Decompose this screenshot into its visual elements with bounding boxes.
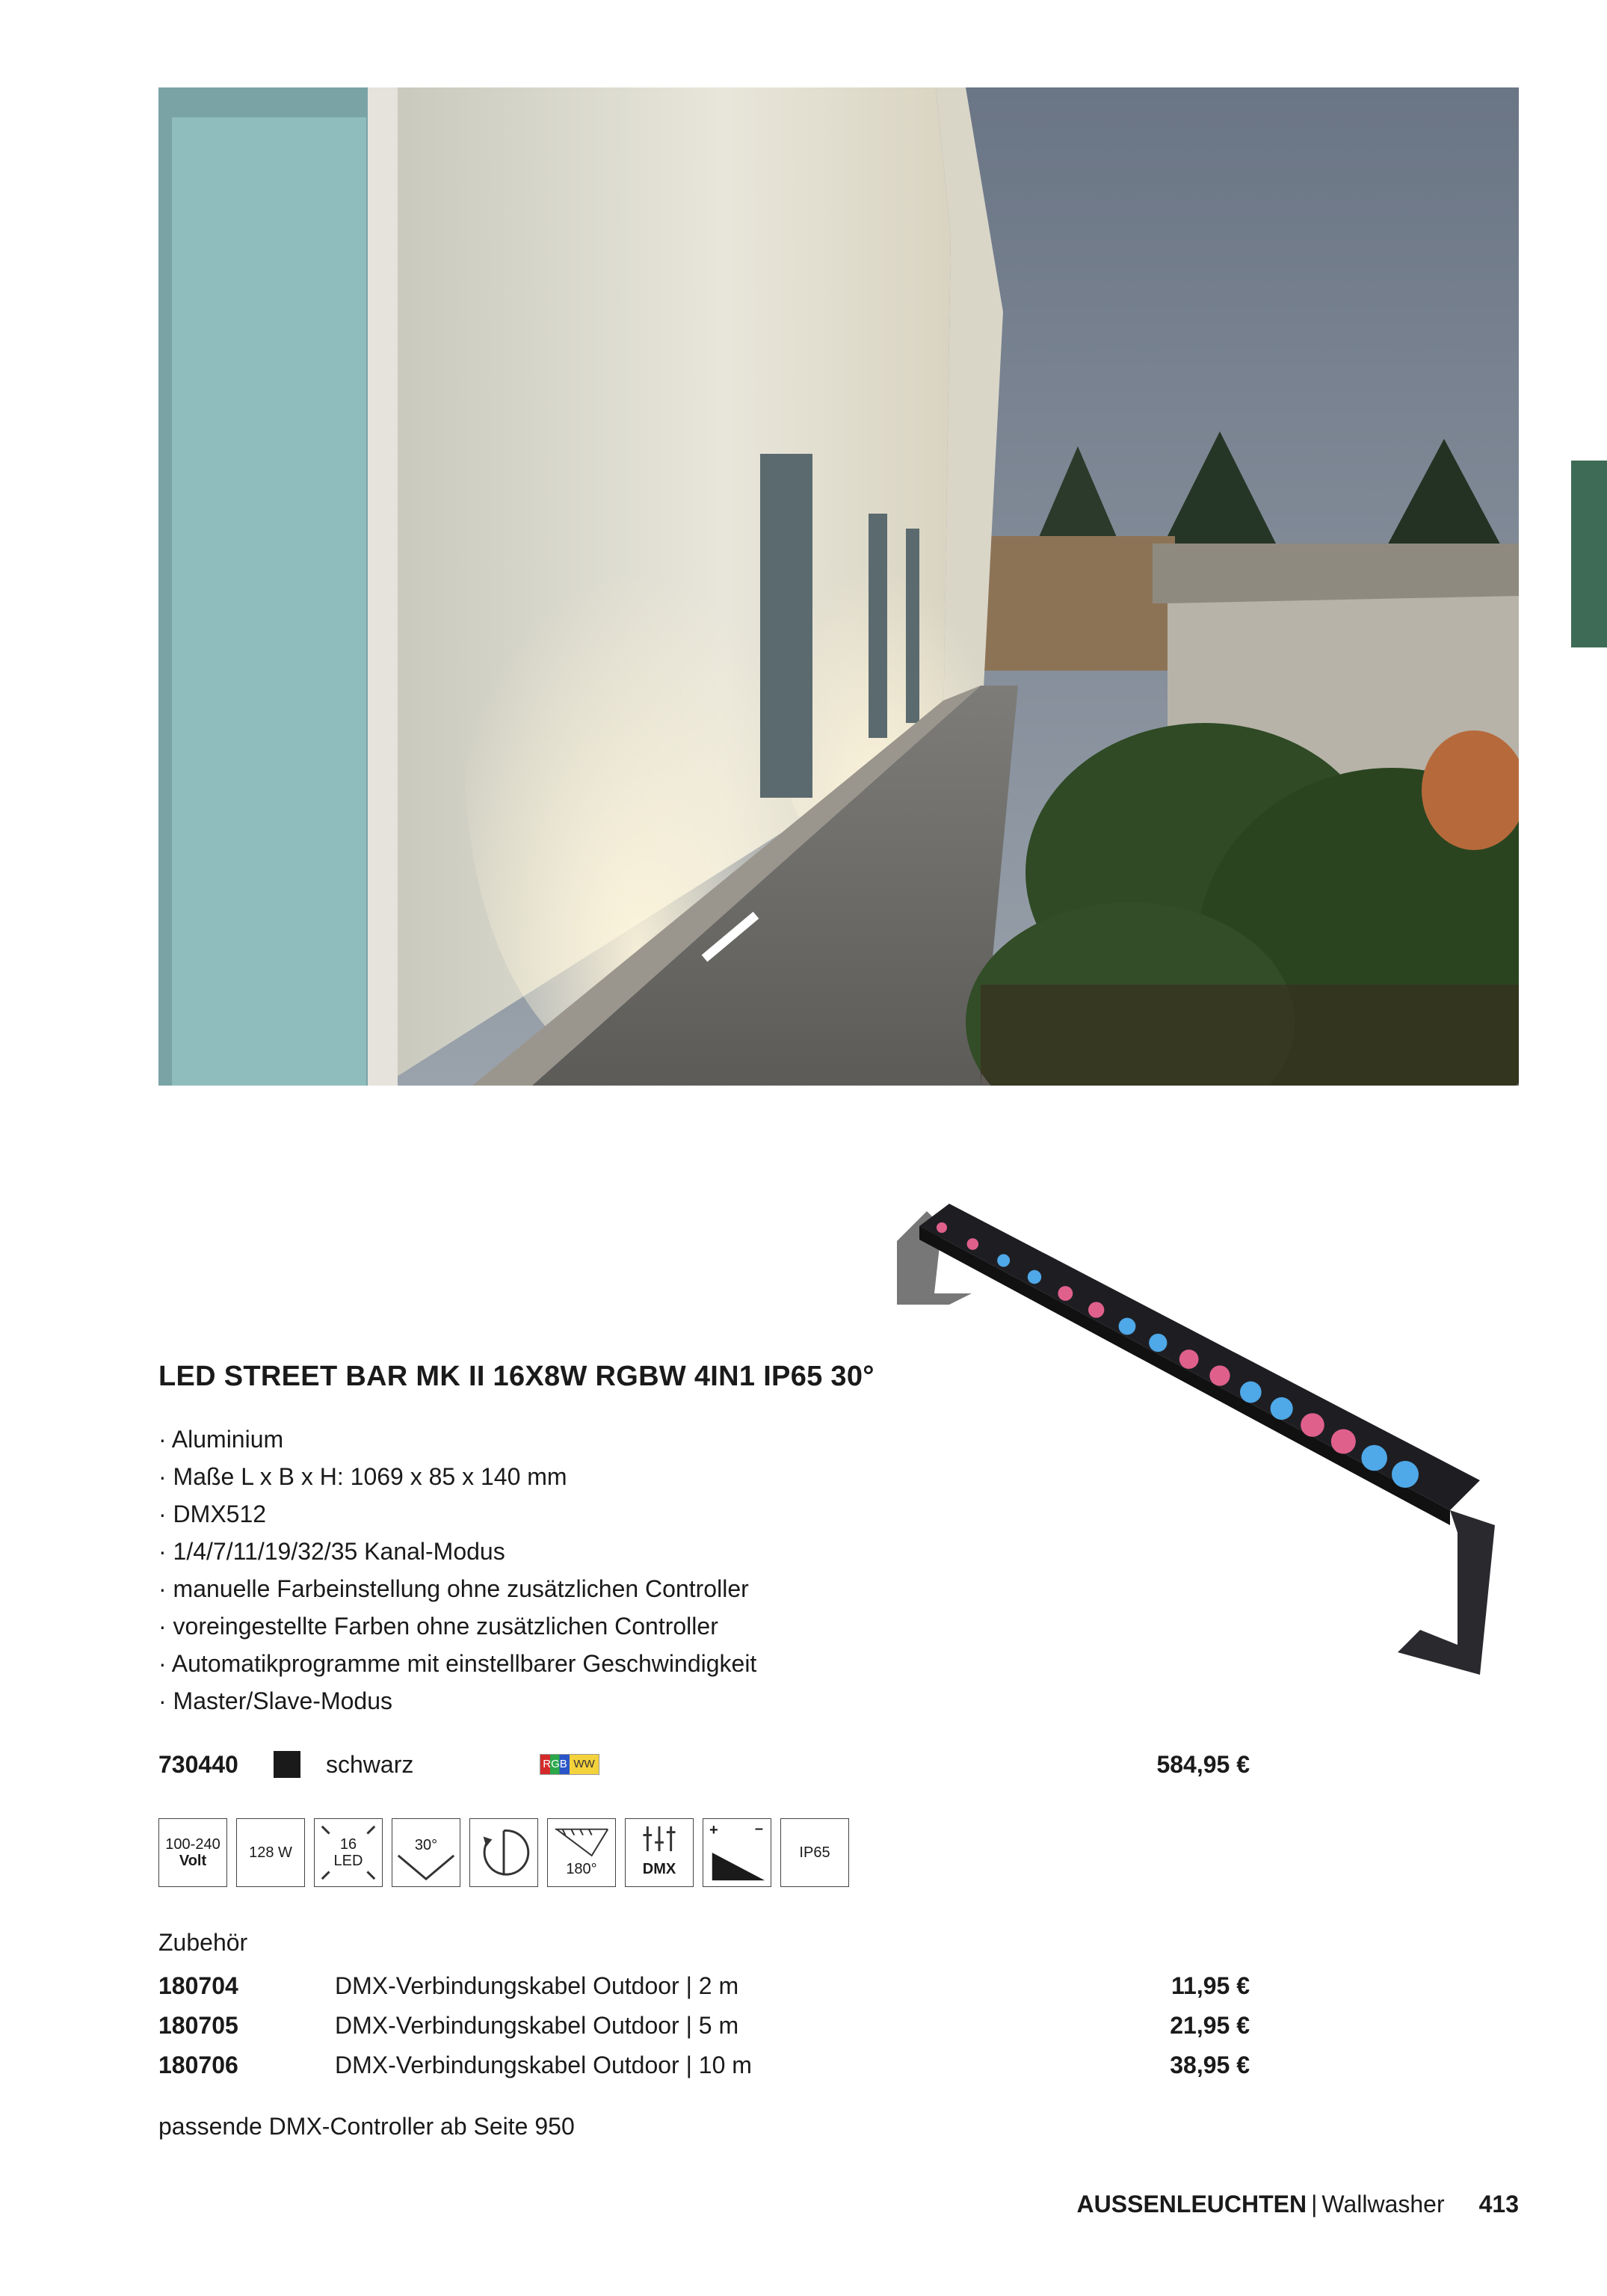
article-number: 730440 xyxy=(158,1751,238,1778)
accessory-number: 180704 xyxy=(158,1972,238,1999)
accessory-number: 180706 xyxy=(158,2052,238,2078)
page-footer xyxy=(1077,2191,1519,2218)
hero-photo xyxy=(158,87,1519,1086)
feature-item: · Automatikprogramme mit einstellbarer Geschwindigkeit xyxy=(158,1645,756,1682)
spec-icons xyxy=(158,1818,849,1887)
accessories-table xyxy=(158,1966,1250,2085)
article-price: 584,95 € xyxy=(1156,1751,1250,1778)
accessory-price: 21,95 € xyxy=(1170,2012,1250,2039)
feature-item: · 1/4/7/11/19/32/35 Kanal-Modus xyxy=(158,1533,756,1570)
page-number: 413 xyxy=(1478,2191,1519,2217)
accessory-price: 38,95 € xyxy=(1170,2052,1250,2078)
feature-list xyxy=(158,1421,756,1720)
led-lens xyxy=(1301,1413,1324,1437)
color-swatch xyxy=(274,1751,300,1778)
article-row xyxy=(158,1746,1250,1784)
ip-rating-icon xyxy=(780,1818,849,1887)
voltage-unit: Volt xyxy=(179,1853,207,1869)
rotatable-icon xyxy=(469,1818,538,1887)
swivel-angle-label: 180° xyxy=(566,1861,597,1877)
feature-item: · Aluminium xyxy=(158,1421,756,1458)
dmx-icon xyxy=(625,1818,694,1887)
accessories-title: Zubehör xyxy=(158,1929,248,1956)
rgbw-badge xyxy=(540,1754,599,1775)
product-title: LED STREET BAR MK II 16X8W RGBW 4IN1 IP65 30° xyxy=(158,1361,875,1392)
dimmable-icon xyxy=(703,1818,771,1887)
rgb-badge-label: RGB xyxy=(540,1755,570,1774)
feature-item: · Master/Slave-Modus xyxy=(158,1682,756,1720)
accessory-number: 180705 xyxy=(158,2012,238,2039)
ww-badge-label: WW xyxy=(570,1755,599,1774)
accessory-description: DMX-Verbindungskabel Outdoor | 10 m xyxy=(335,2052,752,2078)
led-lens xyxy=(1119,1318,1136,1335)
led-count: 16 xyxy=(339,1836,357,1853)
feature-item: · Maße L x B x H: 1069 x 85 x 140 mm xyxy=(158,1458,756,1495)
feature-item: · DMX512 xyxy=(158,1495,756,1533)
led-lens xyxy=(1028,1270,1041,1284)
wattage-label: 128 W xyxy=(249,1844,292,1861)
accessory-price: 11,95 € xyxy=(1171,1972,1250,1999)
voltage-icon xyxy=(158,1818,227,1887)
led-lens xyxy=(1240,1382,1262,1403)
led-lens xyxy=(997,1255,1010,1267)
dim-plus: + xyxy=(709,1822,718,1838)
dim-minus: – xyxy=(754,1821,763,1837)
controller-note: passende DMX-Controller ab Seite 950 xyxy=(158,2113,575,2140)
section-tab xyxy=(1571,461,1607,647)
footer-subsection: Wallwasher xyxy=(1321,2191,1445,2217)
ip-rating-label: IP65 xyxy=(799,1844,830,1861)
footer-section: AUSSENLEUCHTEN xyxy=(1076,2191,1307,2217)
feature-item: · manuelle Farbeinstellung ohne zusätzlichen Controller xyxy=(158,1570,756,1607)
dmx-label: DMX xyxy=(642,1861,676,1877)
table-row xyxy=(158,2006,1250,2046)
led-label: LED xyxy=(333,1853,363,1869)
beam-angle-label: 30° xyxy=(414,1837,438,1853)
beam-angle-icon xyxy=(392,1818,460,1887)
led-lens xyxy=(1149,1334,1167,1352)
led-lens xyxy=(1392,1461,1419,1488)
table-row xyxy=(158,1966,1250,2006)
product-photo xyxy=(882,1196,1510,1690)
led-lens xyxy=(1179,1349,1199,1369)
led-lens xyxy=(1361,1445,1387,1471)
led-lens xyxy=(937,1222,947,1233)
led-count-icon xyxy=(314,1818,383,1887)
footer-separator: | xyxy=(1311,2191,1318,2217)
led-lens xyxy=(1331,1429,1356,1453)
color-name: schwarz xyxy=(326,1751,414,1778)
feature-item: · voreingestellte Farben ohne zusätzlichen Controller xyxy=(158,1607,756,1645)
led-lens xyxy=(1058,1286,1073,1301)
led-lens xyxy=(1209,1365,1230,1385)
led-lens xyxy=(1271,1397,1293,1420)
accessory-description: DMX-Verbindungskabel Outdoor | 5 m xyxy=(335,2012,739,2039)
led-lens xyxy=(967,1238,978,1249)
accessory-description: DMX-Verbindungskabel Outdoor | 2 m xyxy=(335,1972,739,1999)
table-row xyxy=(158,2046,1250,2085)
wattage-icon xyxy=(236,1818,305,1887)
voltage-range: 100-240 xyxy=(165,1836,220,1853)
swivel-angle-icon xyxy=(547,1818,616,1887)
led-lens xyxy=(1088,1302,1104,1317)
